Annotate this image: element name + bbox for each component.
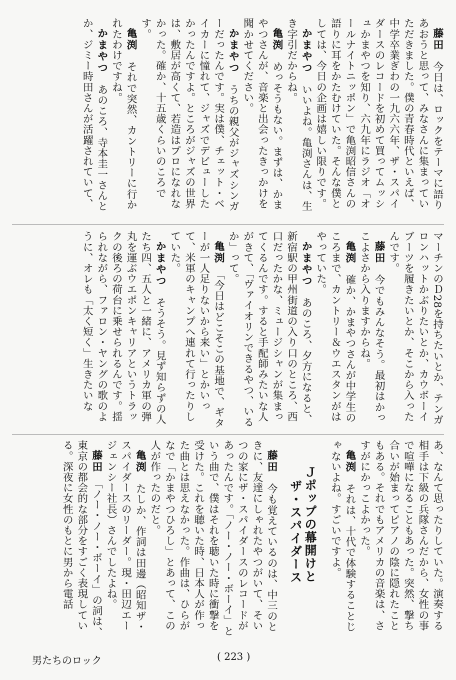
section-heading: [288, 440, 317, 584]
speaker-name: 藤田: [265, 450, 278, 474]
paragraph: [108, 18, 137, 218]
text-tier-3: [10, 440, 444, 640]
speaker-name: 亀渕: [212, 241, 225, 265]
utterance: たしか、作詞は田邊（昭知ザ・スパイダースのリーダー。現・田辺エージェンシー社長）さんでしたよね。: [104, 440, 146, 633]
speaker-name: かまやつ: [299, 28, 312, 74]
paragraph: [240, 18, 284, 218]
paragraph: [283, 18, 312, 218]
utterance: 「今日はどこそこの基地で、ギターが一人足りないから来い」とかいって、米軍のキャンプへ連れて行ったりしていた。: [168, 231, 225, 429]
utterance: うちの親父がジャズシンガーだったんです。実は僕、チェット・ベイカーに憧れて、ジャズでデビューしたかったんですよ。ところがジャズの世界は、敷居が高くて、若造はプロになれなかった。確か、十五歳くらいのころです。: [139, 18, 239, 212]
section-heading-line-2: ザ・スパイダース: [288, 480, 303, 584]
section-heading-line-1: Ｊポップの幕開けと: [303, 466, 318, 583]
paragraph: [59, 440, 103, 640]
utterance: 今も覚えているのは、中三のときに、友達にしゃれたやつがいて、そいつの家にザ・スパイダースのレコードがあったんです。「ノー・ノー・ボーイ」という曲で、僕はそれを聴いた時に衝撃を受けた。これを聴いた時、日本人が作った曲とは思えなかった。作曲は、ひらがなで「かまやつひろし」とあって、この人が作ったのだと。: [148, 440, 278, 637]
speaker-name: かまやつ: [299, 241, 312, 287]
paragraph-continued: [356, 440, 444, 640]
utterance: 今でもみんなそう。最初はかっこよさから入りますからね。: [358, 231, 385, 424]
speaker-name: かまやつ: [226, 28, 239, 74]
utterance: あのころ、夕方になると、新宿駅の甲州街道の入り口のところ、西口だったかな、ミュージシャンが集まってくるんです。すると手配師みたいな人がきて、「ヴァイオリンできるやつ、いるか」って。: [226, 231, 312, 428]
paragraph: [167, 231, 225, 431]
speaker-name: 亀渕: [343, 241, 356, 265]
paragraph: [79, 18, 108, 218]
speaker-name: 藤田: [431, 28, 443, 52]
utterance: そうそう。見ず知らずの人たち四、五人と一緒に、アメリカ軍の弾丸を運ぶウエポンキャリアというトラックの後ろの荷台に乗せられるんです。揺られながら、ファロン・ヤングの歌のように、オレも「太く短く」生きたいな: [80, 231, 166, 425]
paragraph: [313, 18, 444, 218]
paragraph-continued: [386, 231, 444, 431]
speaker-name: 亀渕: [124, 28, 137, 52]
paragraph: [138, 18, 240, 218]
utterance: あのころ、寺本圭一さんとか、ジミー時田さんが活躍されていて、: [80, 18, 108, 212]
utterance: それは、十代で体験することじゃないよね。すごいですよ。: [328, 440, 356, 633]
utterance: 今日は、ロックをテーマに語りあおうと思って、みなさんに集まっていただきました。僕の青春時代といえば、中学卒業ぎわの一九六六年、ザ・スパイダースのレコードを初めて買ってムッシュかまやつを知り、六九年にラジオ「オールナイトニッポン」で亀渕昭信さんの語りに耳をかたむけていた。そんな僕としては、今日の企画は嬉しい限りです。: [314, 18, 443, 211]
running-title: 男たちのロック: [32, 656, 102, 667]
speaker-name: かまやつ: [153, 241, 166, 287]
paragraph: [79, 231, 167, 431]
text-tier-2: [10, 231, 444, 431]
paragraph: [327, 440, 356, 640]
speaker-name: 藤田: [89, 450, 102, 474]
utterance: マーチンのＤ28を持ちたいとか、テンガロンハットかぶりたいとか、カウボーイブーツを履きたいとか、そこから入ったんです。: [387, 231, 443, 425]
utterance: 「ノー・ノー・ボーイ」の詞は、東京の都会的な部分をすごく表現している。深夜に女性のもとに男から電話: [60, 440, 102, 638]
utterance: あ、なんて思ったりしていた。演奏する相手は下級の兵隊さんだから、女性の事で喧嘩になることもあった。突然、撃ち合いが始まってピアノの陰に隠れたこともある。それでもアメリカの音楽は、さすがにかっこよかった。: [358, 440, 443, 631]
paragraph: [225, 231, 313, 431]
speaker-name: かまやつ: [95, 28, 108, 74]
speaker-name: 亀渕: [270, 28, 283, 52]
paragraph: [147, 440, 278, 640]
tier-divider: [12, 224, 444, 225]
utterance: めっそうもない。まずは、かまやつさんが、音楽と出会ったきっかけを聞かせてください。: [241, 18, 283, 211]
speaker-name: 亀渕: [133, 450, 146, 474]
paragraph: [103, 440, 147, 640]
paragraph: [313, 231, 357, 431]
speaker-name: 亀渕: [343, 450, 356, 474]
text-tier-1: [10, 18, 444, 218]
utterance: 確か、かまやつさんが中学生のころまで、カントリー＆ウエスタンがはやっていた。: [314, 231, 356, 424]
utterance: それで突然、カントリーに行かれたわけですね。: [109, 18, 137, 211]
page-number: ( 223 ): [217, 652, 251, 663]
speaker-name: 藤田: [372, 241, 385, 265]
tier-divider: [12, 434, 444, 435]
page-footer: [12, 652, 444, 668]
utterance: いいよね。亀渕さんは、生き字引だからね。: [285, 18, 312, 212]
paragraph: [356, 231, 385, 431]
